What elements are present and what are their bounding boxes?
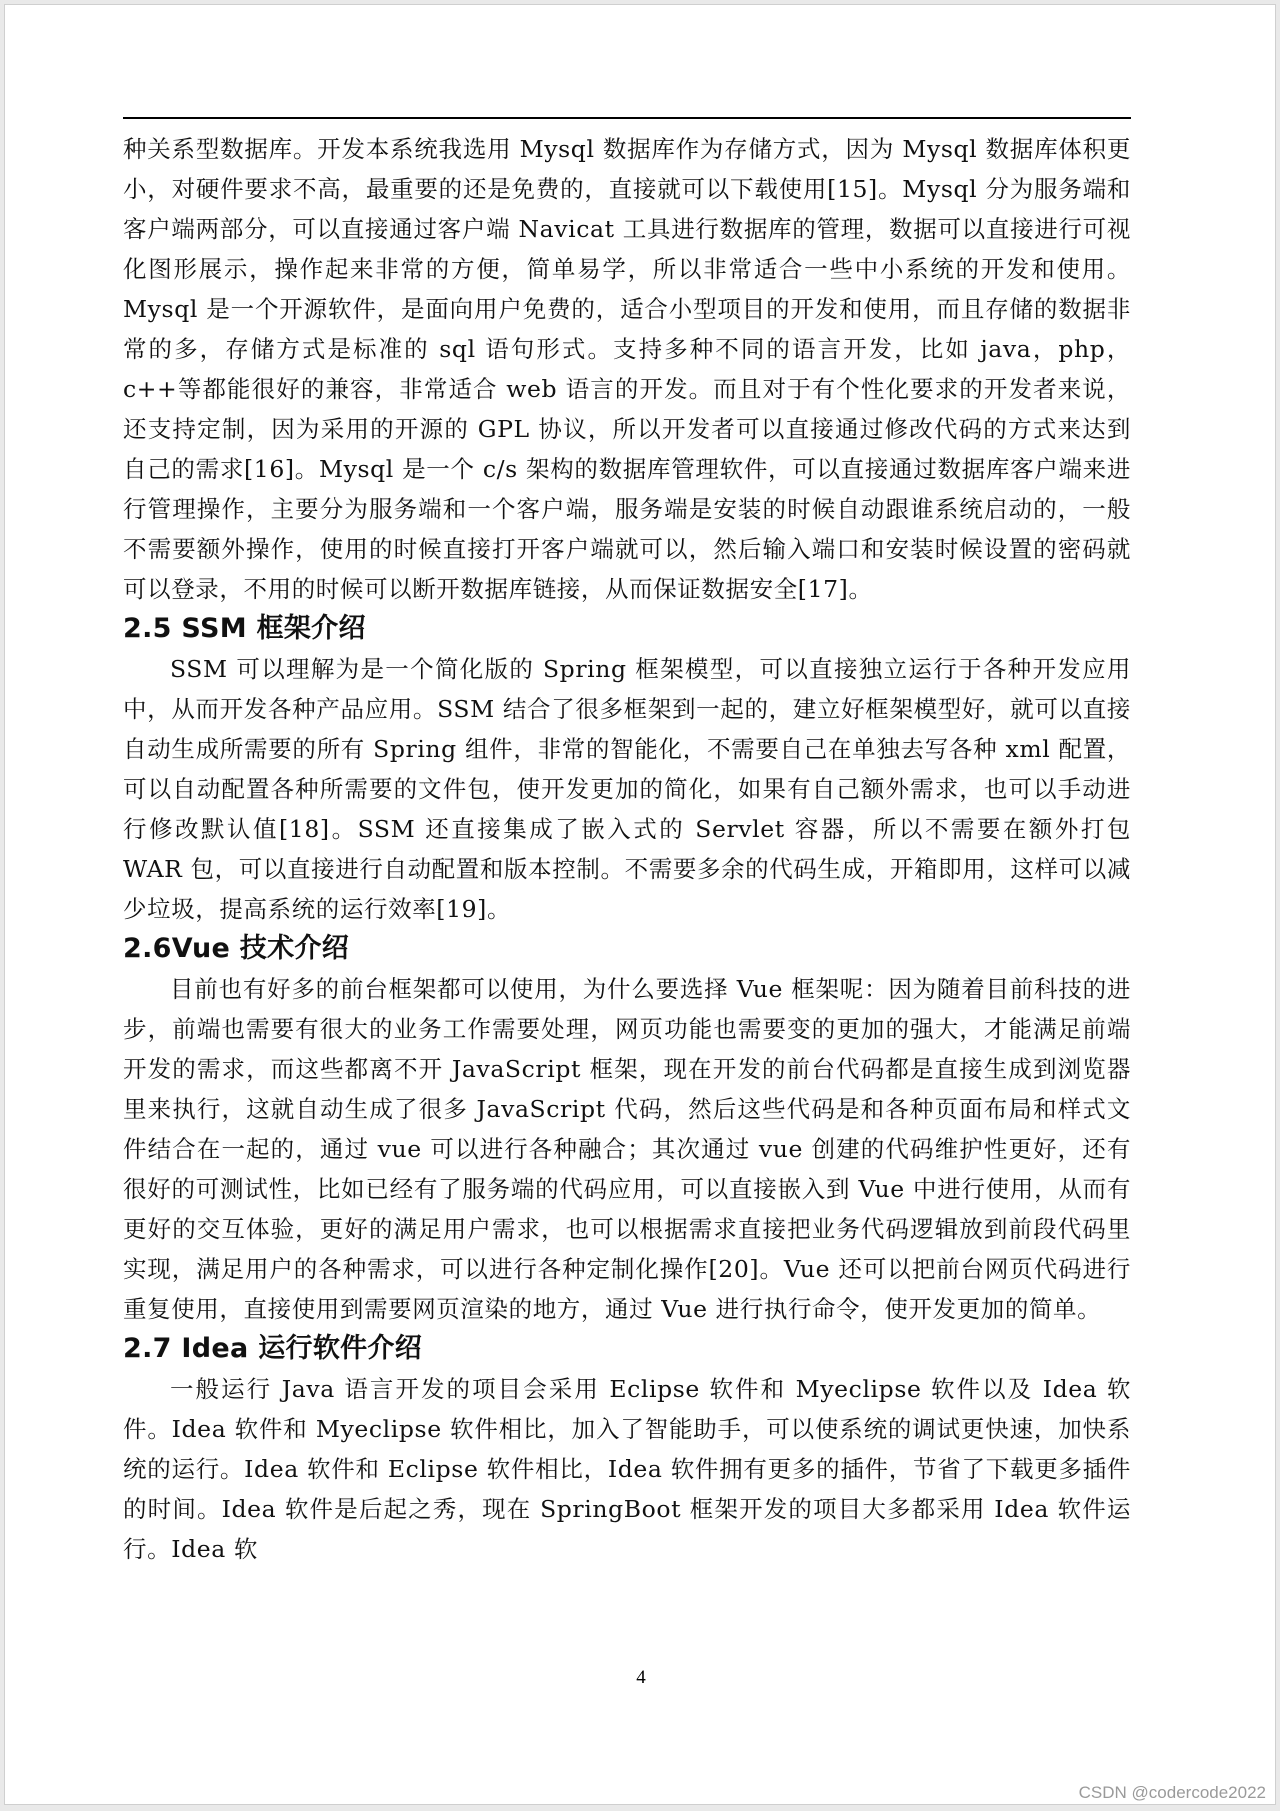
page-body	[123, 129, 1131, 1569]
paragraph-vue: 目前也有好多的前台框架都可以使用，为什么要选择 Vue 框架呢：因为随着目前科技的进步，前端也需要有很大的业务工作需要处理，网页功能也需要变的更加的强大，才能满足前端开发的需求，而这些都离不开 JavaScript 框架，现在开发的前台代码都是直接生成到浏览器里来执行，这就自动生成了很多 JavaScript 代码，然后这些代码是和各种页面布局和样式文件结合在一起的，通过 vue 可以进行各种融合；其次通过 vue 创建的代码维护性更好，还有很好的可测试性，比如已经有了服务端的代码应用，可以直接嵌入到 Vue 中进行使用，从而有更好的交互体验，更好的满足用户需求，也可以根据需求直接把业务代码逻辑放到前段代码里实现，满足用户的各种需求，可以进行各种定制化操作[20]。Vue 还可以把前台网页代码进行重复使用，直接使用到需要网页渲染的地方，通过 Vue 进行执行命令，使开发更加的简单。	[123, 975, 1131, 1323]
heading-idea: 2.7 Idea 运行软件介绍	[123, 1333, 423, 1364]
heading-ssm: 2.5 SSM 框架介绍	[123, 613, 366, 644]
page-number: 4	[636, 1667, 646, 1688]
heading-vue: 2.6Vue 技术介绍	[123, 933, 349, 964]
header-rule	[123, 117, 1131, 119]
paragraph-idea: 一般运行 Java 语言开发的项目会采用 Eclipse 软件和 Myeclipse 软件以及 Idea 软件。Idea 软件和 Myeclipse 软件相比，加入了智能助手，可以使系统的调试更快速，加快系统的运行。Idea 软件和 Eclipse 软件相比，Idea 软件拥有更多的插件，节省了下载更多插件的时间。Idea 软件是后起之秀，现在 SpringBoot 框架开发的项目大多都采用 Idea 软件运行。Idea 软	[123, 1375, 1131, 1563]
watermark: CSDN @codercode2022	[1078, 1783, 1266, 1802]
paragraph-ssm: SSM 可以理解为是一个简化版的 Spring 框架模型，可以直接独立运行于各种开发应用中，从而开发各种产品应用。SSM 结合了很多框架到一起的，建立好框架模型好，就可以直接自动生成所需要的所有 Spring 组件，非常的智能化，不需要自己在单独去写各种 xml 配置，可以自动配置各种所需要的文件包，使开发更加的简化，如果有自己额外需求，也可以手动进行修改默认值[18]。SSM 还直接集成了嵌入式的 Servlet 容器，所以不需要在额外打包 WAR 包，可以直接进行自动配置和版本控制。不需要多余的代码生成，开箱即用，这样可以减少垃圾，提高系统的运行效率[19]。	[123, 655, 1131, 923]
paragraph-mysql: 种关系型数据库。开发本系统我选用 Mysql 数据库作为存储方式，因为 Mysql 数据库体积更小，对硬件要求不高，最重要的还是免费的，直接就可以下载使用[15]。Mysql 分为服务端和客户端两部分，可以直接通过客户端 Navicat 工具进行数据库的管理，数据可以直接进行可视化图形展示，操作起来非常的方便，简单易学，所以非常适合一些中小系统的开发和使用。Mysql 是一个开源软件，是面向用户免费的，适合小型项目的开发和使用，而且存储的数据非常的多，存储方式是标准的 sql 语句形式。支持多种不同的语言开发，比如 java，php，c++等都能很好的兼容，非常适合 web 语言的开发。而且对于有个性化要求的开发者来说，还支持定制，因为采用的开源的 GPL 协议，所以开发者可以直接通过修改代码的方式来达到自己的需求[16]。Mysql 是一个 c/s 架构的数据库管理软件，可以直接通过数据库客户端来进行管理操作，主要分为服务端和一个客户端，服务端是安装的时候自动跟谁系统启动的，一般不需要额外操作，使用的时候直接打开客户端就可以，然后输入端口和安装时候设置的密码就可以登录，不用的时候可以断开数据库链接，从而保证数据安全[17]。	[123, 135, 1131, 603]
document-page	[4, 4, 1276, 1805]
